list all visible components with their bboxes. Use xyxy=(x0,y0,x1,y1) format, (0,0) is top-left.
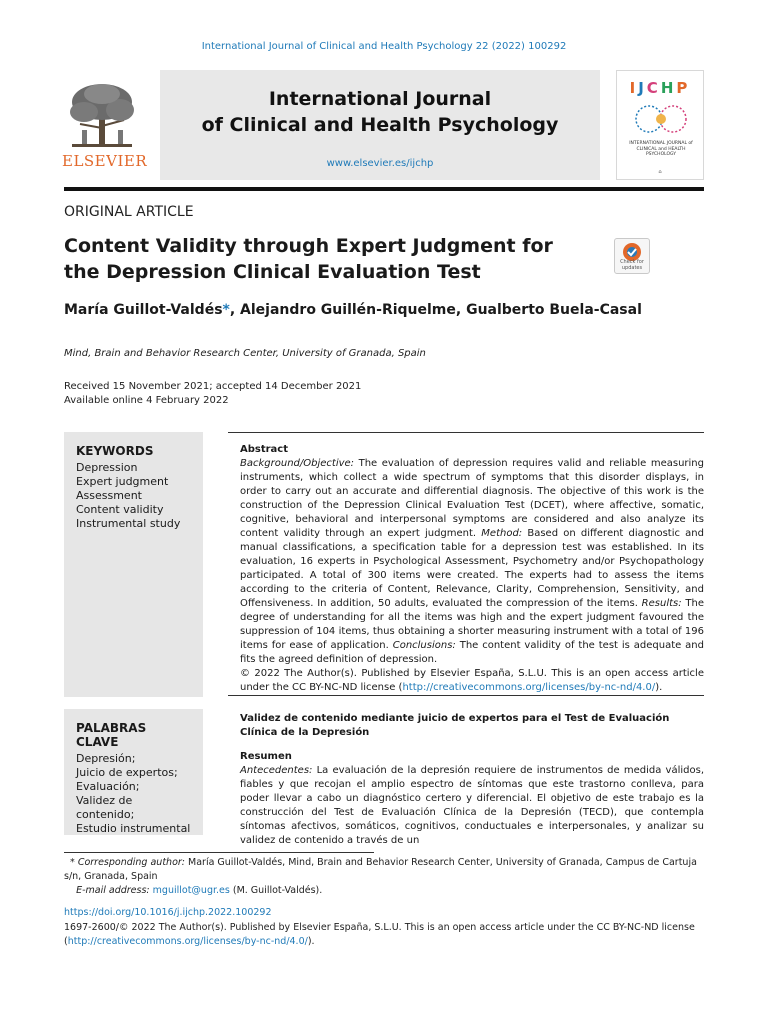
abstract-background-text: The evaluation of depression requires valid and reliable measuring instruments, which collect a wide spectrum of symptoms that this disorder displays, in order to carry out an accurate and differential diagnosis. The objective of this work is the construction of the Depression Clinical Evaluation Test (DCET), where affective, somatic, cognitive, behavioral and interpersonal symptoms are considered and also analyze its content validity through an expert judgment. xyxy=(240,458,704,539)
keywords-heading: KEYWORDS xyxy=(76,444,154,458)
palabra-clave-item: Validez de contenido; xyxy=(76,794,135,821)
email-label: E-mail address: xyxy=(76,885,150,896)
license-open: ( xyxy=(64,936,68,947)
bottom-license-link[interactable]: http://creativecommons.org/licenses/by-nc-nd/4.0/ xyxy=(67,936,308,947)
resumen-antecedentes-label: Antecedentes: xyxy=(240,765,313,776)
palabras-clave-box xyxy=(64,709,203,835)
abstract-conclusions-label: Conclusions: xyxy=(392,640,456,651)
abstract-body xyxy=(240,457,704,667)
palabra-clave-item: Depresión; xyxy=(76,752,136,765)
issn-line: 1697-2600/© 2022 The Author(s). Published by Elsevier España, S.L.U. This is an open access article under the CC BY-NC-ND license xyxy=(64,922,695,933)
cover-subtitle: INTERNATIONAL JOURNAL of CLINICAL and HEALTH PSYCHOLOGY xyxy=(629,141,693,157)
corresponding-author-marker[interactable]: * xyxy=(222,302,230,318)
cover-brand: IJCHP xyxy=(629,79,691,97)
cover-brain-graphic xyxy=(631,101,691,137)
resumen-heading: Resumen xyxy=(240,751,292,762)
abstract-top-rule xyxy=(228,432,704,433)
article-dates xyxy=(64,380,361,408)
journal-title-line1: International Journal xyxy=(268,88,492,110)
corresponding-author-footnote xyxy=(64,856,704,898)
article-type: ORIGINAL ARTICLE xyxy=(64,204,194,220)
keywords-box xyxy=(64,432,203,697)
affiliation: Mind, Brain and Behavior Research Center, University of Granada, Spain xyxy=(64,348,426,359)
resumen xyxy=(240,750,704,848)
footnote-email-line xyxy=(64,884,704,898)
keyword-item: Assessment xyxy=(76,489,142,502)
issn-license xyxy=(64,921,704,949)
journal-reference[interactable]: International Journal of Clinical and Health Psychology 22 (2022) 100292 xyxy=(201,41,567,52)
available-online: Available online 4 February 2022 xyxy=(64,395,229,406)
abstract-conclusions-text: The content validity of the test is adequate and fits the agreed definition of depression. xyxy=(240,640,704,665)
abstract-heading: Abstract xyxy=(240,444,289,455)
license-line xyxy=(64,935,704,949)
footnote-text: María Guillot-Valdés, Mind, Brain and Behavior Research Center, University of Granada, Campus de Cartuja s/n, Granada, Spain xyxy=(64,857,697,882)
author-rest: , Alejandro Guillén-Riquelme, Gualberto Buela-Casal xyxy=(229,302,642,318)
author-list xyxy=(64,302,704,318)
check-for-updates-button[interactable] xyxy=(614,238,650,274)
license-link[interactable]: http://creativecommons.org/licenses/by-nc-nd/4.0/ xyxy=(402,682,656,693)
journal-title xyxy=(160,86,600,138)
abstract-method-label: Method: xyxy=(481,528,523,539)
footnote-label: Corresponding author: xyxy=(77,857,185,868)
license-close: ). xyxy=(307,936,315,947)
journal-cover-thumbnail xyxy=(616,70,704,180)
abstract-results-label: Results: xyxy=(641,598,682,609)
keyword-item: Content validity xyxy=(76,503,164,516)
abstract-method-text: Based on different diagnostic and manual classifications, a specification table for a depression test was established. In its evaluation, 16 experts in Psychological Assessment, Psychometry and/or Psychopathology participated. A total of 300 items were created. The experts had to assess the items according to the criteria of Content, Relevance, Clarity, Comprehension, Sensitivity, and Offensiveness. In addition, 50 adults, evaluated the compression of the items. xyxy=(240,528,704,609)
header-rule xyxy=(64,187,704,191)
keyword-item: Depression xyxy=(76,461,138,474)
abstract-bottom-rule xyxy=(228,695,704,696)
footnote-rule xyxy=(64,852,374,853)
keyword-item: Expert judgment xyxy=(76,475,169,488)
resumen-body xyxy=(240,764,704,848)
journal-website-link[interactable]: www.elsevier.es/ijchp xyxy=(326,158,434,169)
doi-link[interactable]: https://doi.org/10.1016/j.ijchp.2022.100292 xyxy=(64,907,272,918)
check-updates-label: Check for updates xyxy=(620,259,644,271)
abstract-results-text: The degree of understanding for all the items was high and the expert judgment favoured the suppression of 104 items, thus obtaining a shorter measuring instrument with a total of 196 items for ease of application. xyxy=(240,598,704,651)
palabra-clave-item: Estudio instrumental xyxy=(76,822,191,835)
abstract-background-label: Background/Objective: xyxy=(240,458,355,469)
cover-elsevier-mark: ⌂ xyxy=(658,169,662,175)
journal-title-line2: of Clinical and Health Psychology xyxy=(201,114,559,136)
email-owner: (M. Guillot-Valdés). xyxy=(229,885,323,896)
abstract-copyright xyxy=(240,667,704,695)
resumen-antecedentes-text: La evaluación de la depresión requiere de instrumentos de medida válidos, fiables y que recojan el amplio espectro de síntomas que este trastorno conlleva, para poder llevar a cabo un diagnóstico certero y diferencial. El objetivo de este trabajo es la construcción del Test de Evaluación Clínica de la Depresión (TECD), que contempla síntomas afectivos, somáticos, cognitivos, conductuales e interpersonales, y analizar su validez de contenido a través de un xyxy=(240,765,704,846)
email-link[interactable]: mguillot@ugr.es xyxy=(152,885,230,896)
palabra-clave-item: Juicio de expertos; xyxy=(76,766,178,779)
footnote-line xyxy=(64,856,704,884)
footnote-star: * xyxy=(70,857,75,868)
keyword-item: Instrumental study xyxy=(76,517,181,530)
copyright-end: ). xyxy=(655,682,663,693)
palabras-clave-heading: PALABRAS CLAVE xyxy=(76,721,147,749)
author-first: María Guillot-Valdés xyxy=(64,302,223,318)
elsevier-wordmark: ELSEVIER xyxy=(62,152,148,170)
article-title: Content Validity through Expert Judgment for the Depression Clinical Evaluation Test xyxy=(64,235,553,283)
received-accepted: Received 15 November 2021; accepted 14 December 2021 xyxy=(64,381,362,392)
palabra-clave-item: Evaluación; xyxy=(76,780,140,793)
spanish-title: Validez de contenido mediante juicio de expertos para el Test de Evaluación Clínica de la Depresión xyxy=(240,713,670,738)
abstract xyxy=(240,443,704,695)
copyright-text: © 2022 The Author(s). Published by Elsevier España, S.L.U. This is an open access article under the CC BY-NC-ND license ( xyxy=(240,668,704,693)
